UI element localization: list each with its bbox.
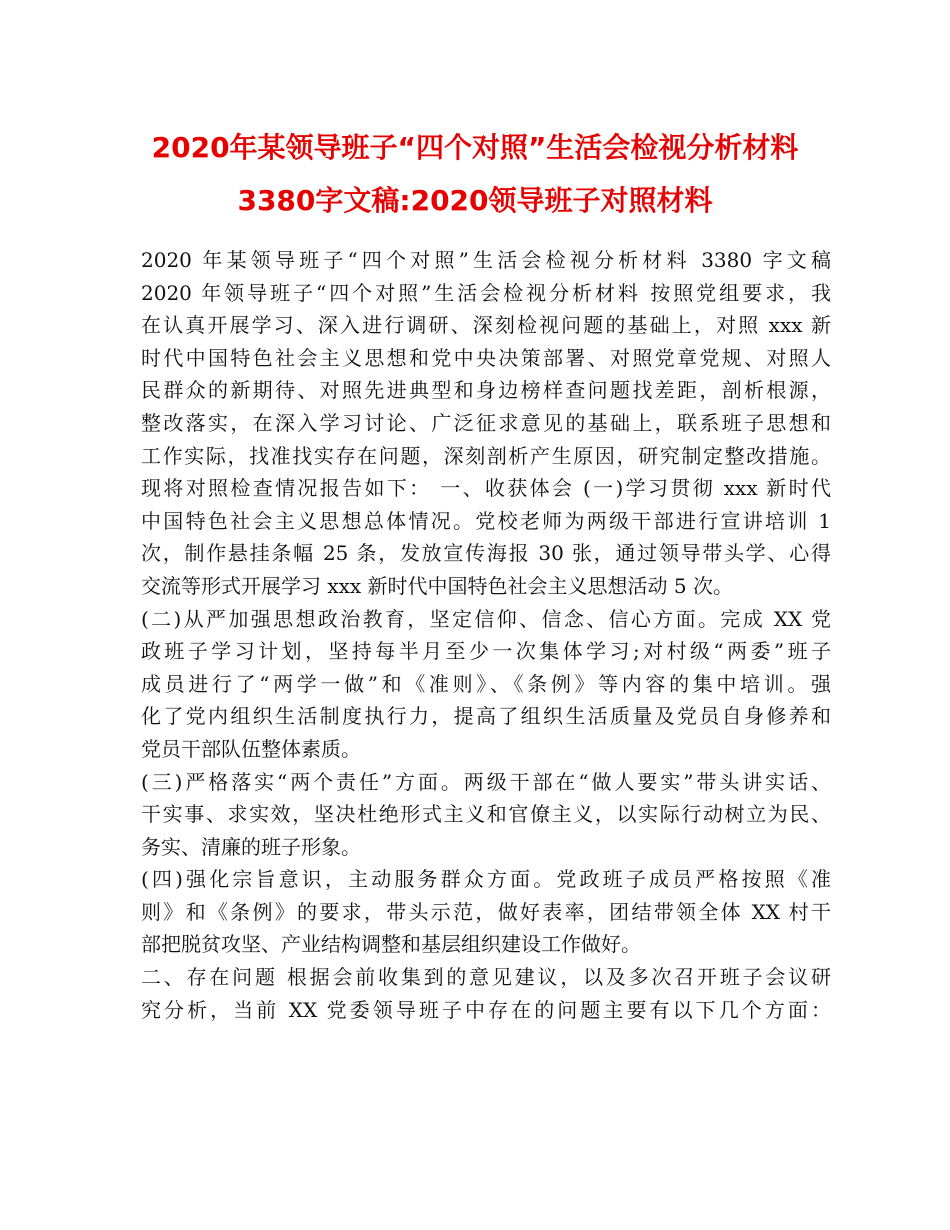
body-line: 整改落实，在深入学习讨论、广泛征求意见的基础上，联系班子思想和 <box>141 410 831 435</box>
document-body <box>141 244 831 1026</box>
body-line: 政班子学习计划，坚持每半月至少一次集体学习;对村级“两委”班子 <box>141 639 831 664</box>
body-line: 部把脱贫攻坚、产业结构调整和基层组织建设工作做好。 <box>141 932 641 957</box>
body-line: (四)强化宗旨意识，主动服务群众方面。党政班子成员严格按照《准 <box>141 867 831 892</box>
body-line: 二、存在问题 根据会前收集到的意见建议，以及多次召开班子会议研 <box>141 965 831 990</box>
body-line: 交流等形式开展学习 xxx 新时代中国特色社会主义思想活动 5 次。 <box>141 573 733 598</box>
body-line: 时代中国特色社会主义思想和党中央决策部署、对照党章党规、对照人 <box>141 345 831 370</box>
document-title-line2: 3380字文稿:2020领导班子对照材料 <box>237 184 713 217</box>
body-line: 2020 年领导班子“四个对照”生活会检视分析材料 按照党组要求，我 <box>141 280 831 305</box>
body-line: 干实事、求实效，坚决杜绝形式主义和官僚主义，以实际行动树立为民、 <box>141 802 831 827</box>
body-line: 现将对照检查情况报告如下： 一、收获体会 (一)学习贯彻 xxx 新时代 <box>141 476 831 501</box>
body-line: 民群众的新期待、对照先进典型和身边榜样查问题找差距，剖析根源， <box>141 378 831 403</box>
body-line: 化了党内组织生活制度执行力，提高了组织生活质量及党员自身修养和 <box>141 704 831 729</box>
body-line: 在认真开展学习、深入进行调研、深刻检视问题的基础上，对照 xxx 新 <box>141 313 831 338</box>
body-line: 党员干部队伍整体素质。 <box>141 736 361 761</box>
body-line: 次，制作悬挂条幅 25 条，发放宣传海报 30 张，通过领导带头学、心得 <box>141 541 831 566</box>
body-line: 务实、清廉的班子形象。 <box>141 834 361 859</box>
body-line: 成员进行了“两学一做”和《准则》、《条例》等内容的集中培训。强 <box>141 671 831 696</box>
body-line: 则》和《条例》的要求，带头示范，做好表率，团结带领全体 XX 村干 <box>141 899 831 924</box>
body-line: (二)从严加强思想政治教育，坚定信仰、信念、信心方面。完成 XX 党 <box>141 606 831 631</box>
body-line: (三)严格落实“两个责任”方面。两级干部在“做人要实”带头讲实话、 <box>141 769 831 794</box>
body-line: 2020 年某领导班子“四个对照”生活会检视分析材料 3380 字文稿 <box>141 248 831 272</box>
document-title-line1: 2020年某领导班子“四个对照”生活会检视分析材料 <box>151 131 799 164</box>
body-line: 究分析，当前 XX 党委领导班子中存在的问题主要有以下几个方面： <box>141 997 831 1022</box>
body-line: 中国特色社会主义思想总体情况。党校老师为两级干部进行宣讲培训 1 <box>141 508 831 533</box>
body-line: 工作实际，找准找实存在问题，深刻剖析产生原因，研究制定整改措施。 <box>141 443 831 468</box>
